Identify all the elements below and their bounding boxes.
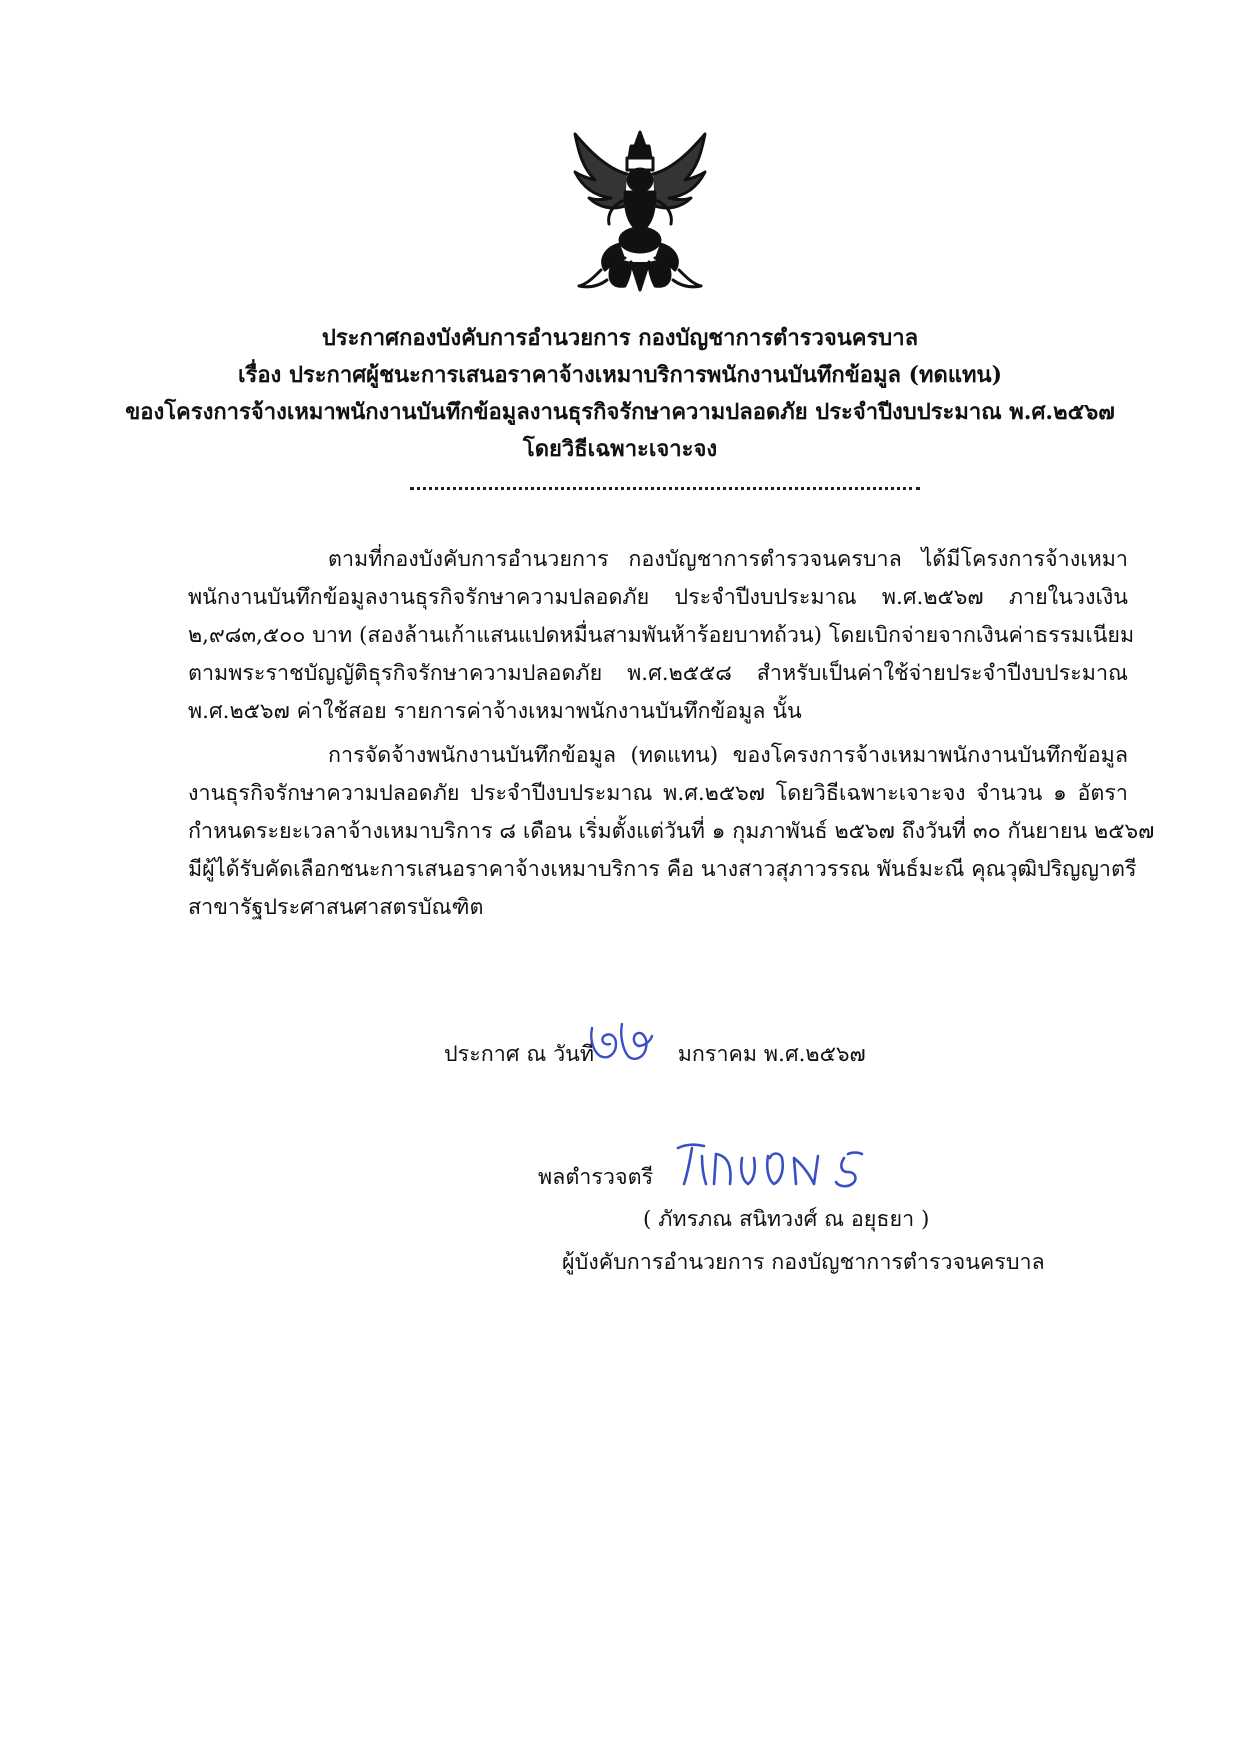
paragraph-line: มีผู้ได้รับคัดเลือกชนะการเสนอราคาจ้างเหมาบริการ คือ นางสาวสุภาวรรณ พันธ์มะณี คุณวุฒิปริญญาตรี <box>188 857 1137 882</box>
paragraph-line: ตามพระราชบัญญัติธุรกิจรักษาความปลอดภัย พ.ศ.๒๕๕๘ สำหรับเป็นค่าใช้จ่ายประจำปีงบประมาณ <box>188 661 1128 686</box>
date-month-year: มกราคม พ.ศ.๒๕๖๗ <box>677 1042 866 1067</box>
heading-line: ของโครงการจ้างเหมาพนักงานบันทึกข้อมูลงานธุรกิจรักษาความปลอดภัย ประจำปีงบประมาณ พ.ศ.๒๕๖๗ <box>125 399 1115 425</box>
paragraph-1 <box>188 541 1135 731</box>
paragraph-line: ๒,๙๘๓,๕๐๐ บาท (สองล้านเก้าแสนแปดหมื่นสามพันห้าร้อยบาทถ้วน) โดยเบิกจ่ายจากเงินค่าธรรมเนียม <box>188 623 1135 648</box>
paragraph-2 <box>188 737 1155 927</box>
heading-line: โดยวิธีเฉพาะเจาะจง <box>522 436 718 462</box>
heading-line: เรื่อง ประกาศผู้ชนะการเสนอราคาจ้างเหมาบริการพนักงานบันทึกข้อมูล (ทดแทน) <box>238 362 1002 388</box>
paragraph-line: งานธุรกิจรักษาความปลอดภัย ประจำปีงบประมาณ พ.ศ.๒๕๖๗ โดยวิธีเฉพาะเจาะจง จำนวน ๑ อัตรา <box>188 781 1128 806</box>
paragraph-line: กำหนดระยะเวลาจ้างเหมาบริการ ๘ เดือน เริ่มตั้งแต่วันที่ ๑ กุมภาพันธ์ ๒๕๖๗ ถึงวันที่ ๓๐ กันยายน ๒๕๖๗ <box>188 819 1155 844</box>
signatory-title: ผู้บังคับการอำนวยการ กองบัญชาการตำรวจนครบาล <box>562 1250 1045 1275</box>
dotted-divider <box>410 487 920 490</box>
heading-line: ประกาศกองบังคับการอำนวยการ กองบัญชาการตำรวจนครบาล <box>321 325 919 351</box>
paragraph-line: พ.ศ.๒๕๖๗ ค่าใช้สอย รายการค่าจ้างเหมาพนักงานบันทึกข้อมูล นั้น <box>188 699 802 724</box>
handwritten-day <box>586 1018 656 1066</box>
paragraph-line: พนักงานบันทึกข้อมูลงานธุรกิจรักษาความปลอดภัย ประจำปีงบประมาณ พ.ศ.๒๕๖๗ ภายในวงเงิน <box>188 585 1128 610</box>
handwritten-signature <box>672 1136 877 1196</box>
garuda-emblem-icon <box>565 128 715 293</box>
date-prefix: ประกาศ ณ วันที่ <box>444 1042 595 1067</box>
paragraph-line: การจัดจ้างพนักงานบันทึกข้อมูล (ทดแทน) ของโครงการจ้างเหมาพนักงานบันทึกข้อมูล <box>328 743 1128 768</box>
signatory-rank: พลตำรวจตรี <box>538 1165 654 1190</box>
announcement-heading <box>120 320 1120 468</box>
paragraph-line: ตามที่กองบังคับการอำนวยการ กองบัญชาการตำรวจนครบาล ได้มีโครงการจ้างเหมา <box>328 547 1128 572</box>
paragraph-line: สาขารัฐประศาสนศาสตรบัณฑิต <box>188 895 484 920</box>
signatory-name: ( ภัทรภณ สนิทวงศ์ ณ อยุธยา ) <box>643 1207 930 1232</box>
